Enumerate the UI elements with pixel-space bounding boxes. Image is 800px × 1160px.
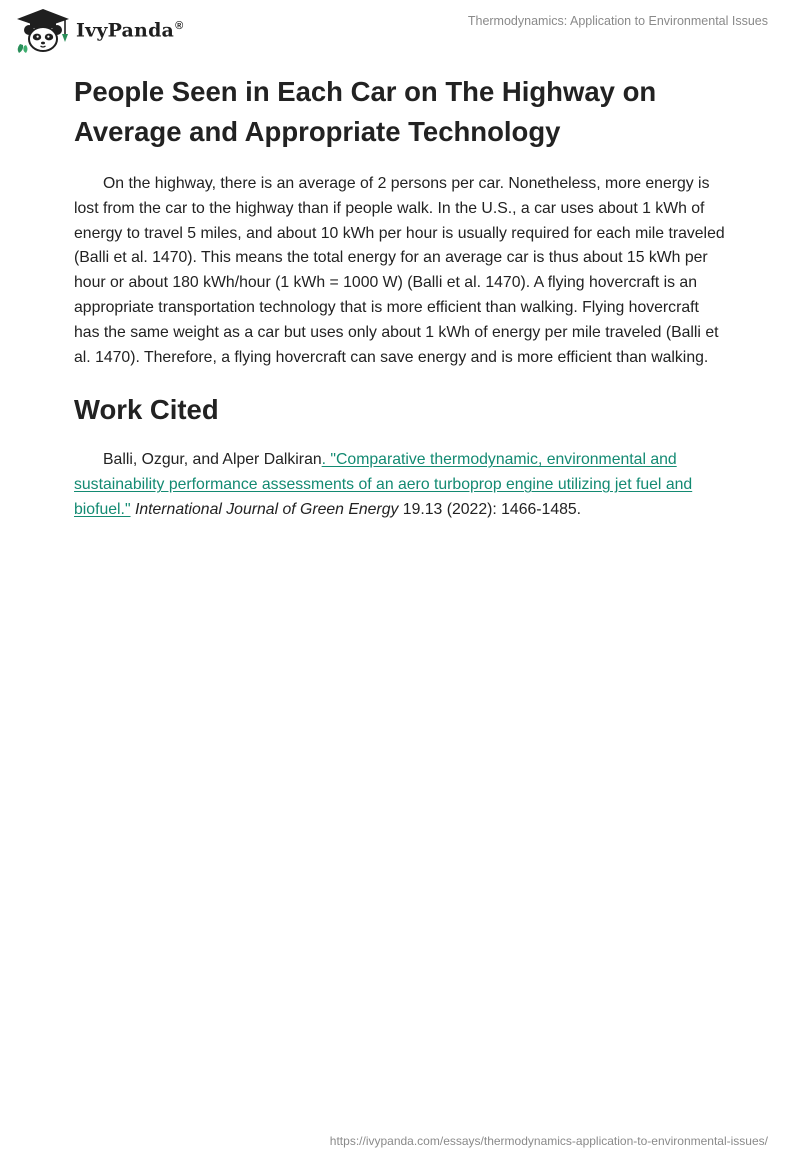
citation-authors: Balli, Ozgur, and Alper Dalkiran (103, 451, 322, 469)
footer-url: https://ivypanda.com/essays/thermodynamics-application-to-environmental-issues/ (329, 1134, 768, 1148)
page-header (0, 0, 800, 60)
citation-details: 19.13 (2022): 1466-1485. (398, 500, 582, 518)
citation-entry (74, 448, 726, 522)
works-cited-heading: Work Cited (74, 394, 219, 426)
ivypanda-logo[interactable] (14, 8, 183, 54)
body-paragraph: On the highway, there is an average of 2 persons per car. Nonetheless, more energy is lost from the car to the highway than if people walk. In the U.S., a car uses about 1 kWh of energy to travel 5 miles, and about 10 kWh per hour is usually required for each mile traveled (Balli et al. 1470). This means the total energy for an average car is thus about 15 kWh per hour or about 180 kWh/hour (1 kWh = 1000 W) (Balli et al. 1470). A flying hovercraft is an appropriate transportation technology that is more efficient than walking. Flying hovercraft has the same weight as a car but uses only about 1 kWh of energy per mile traveled (Balli et al. 1470). Therefore, a flying hovercraft can save energy and is more efficient than walking. (74, 175, 725, 366)
section-heading: People Seen in Each Car on The Highway on Average and Appropriate Technology (74, 76, 657, 147)
essay-content (74, 72, 726, 523)
document-title: Thermodynamics: Application to Environmental Issues (467, 14, 768, 28)
citation-journal: International Journal of Green Energy (134, 500, 399, 518)
panda-graduate-icon (14, 8, 72, 54)
citation-title-link[interactable]: . "Comparative thermodynamic, environmental and sustainability performance assessments of an aero turboprop engine utilizing jet fuel and biofuel." (74, 451, 693, 518)
logo-wordmark: IvyPanda® (76, 19, 184, 42)
